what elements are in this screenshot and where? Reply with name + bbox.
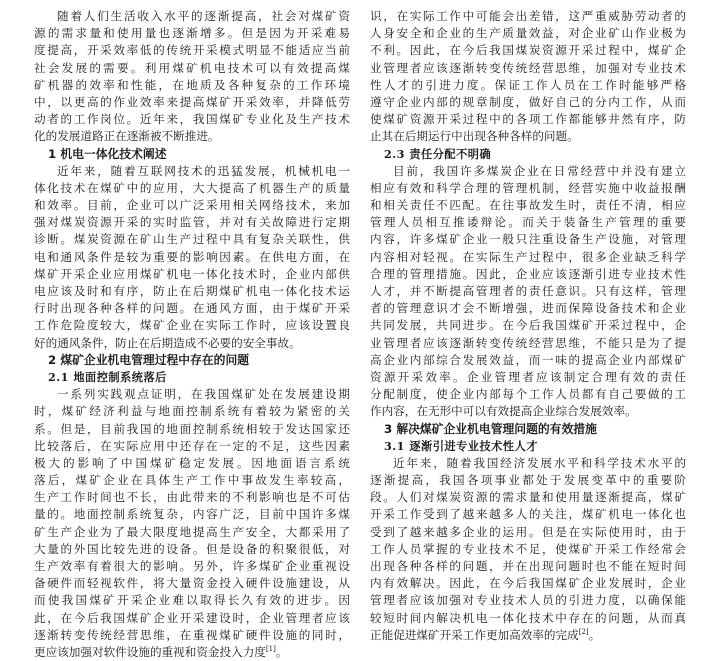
section-heading-2: 2 煤矿企业机电管理过程中存在的问题 bbox=[48, 352, 250, 367]
text-line bbox=[34, 214, 350, 231]
text-line-content: 和效率。目前，企业可以广泛采用相关网络技术，来加 bbox=[34, 198, 350, 213]
text-line bbox=[370, 42, 686, 59]
text-line bbox=[34, 111, 350, 128]
text-line bbox=[34, 644, 350, 661]
text-line bbox=[34, 283, 350, 300]
text-line-content: 者的管理意识才会不断增强，进而保障设备技术和企业 bbox=[370, 301, 686, 316]
text-line-content: 而使我国煤矿开采企业难以取得长久有效的进步。因 bbox=[34, 593, 350, 608]
text-line-content: 极大的影响了中国煤矿稳定发展。因地面语言系统 bbox=[34, 455, 350, 470]
text-line-content: 电和通风条件是较为重要的影响因素。在供电方面，在 bbox=[34, 249, 350, 264]
text-line-content: 好的通风条件，防止在后期造成不必要的安全事故。 bbox=[34, 335, 301, 350]
text-line-content: 目前，我国许多煤炭企业在日常经营中并没有建立 bbox=[393, 163, 686, 178]
text-line bbox=[34, 472, 350, 489]
text-line bbox=[370, 455, 686, 472]
text-line bbox=[34, 455, 350, 472]
text-line bbox=[34, 421, 350, 438]
text-line-content: 比较落后，在实际应用中还存在一定的不足，这些因素 bbox=[34, 438, 350, 453]
text-line-content: 系。但是，目前我国的地面控制系统相较于发达国家还 bbox=[34, 421, 350, 436]
text-line-content: 遵守企业内部的规章制度，做好自己的分内工作，从而 bbox=[370, 94, 686, 109]
text-line-content: 近年来，随着互联网技术的迅猛发展，机械机电一 bbox=[57, 163, 350, 178]
text-line-content: 煤矿开采企业应用煤矿机电一体化技术时，企业内部供 bbox=[34, 266, 350, 281]
text-line-content: 化的发展道路正在逐渐被不断推进。 bbox=[34, 129, 220, 144]
text-line bbox=[370, 197, 686, 214]
text-line bbox=[370, 300, 686, 317]
text-line-content: 度提高，开采效率低的传统开采模式明显不能适应当前 bbox=[34, 43, 350, 58]
text-line-content: 中，以更高的作业效率来提高煤矿开采效率，并降低劳 bbox=[34, 94, 350, 109]
text-line bbox=[34, 592, 350, 609]
text-line-content: 正能促进煤矿开采工作更加高效率的完成 bbox=[370, 627, 579, 642]
text-line bbox=[370, 25, 686, 42]
text-line bbox=[370, 627, 686, 644]
text-line-content: 生产工作时间也不长，由此带来的不利影响也是不可估 bbox=[34, 490, 350, 505]
text-line bbox=[34, 180, 350, 197]
subsection-3-1-paragraph bbox=[370, 455, 686, 644]
text-line bbox=[34, 317, 350, 334]
text-line-content: 不利。因此，在今后我国煤炭资源开采过程中，煤矿企 bbox=[370, 43, 686, 58]
text-line bbox=[34, 575, 350, 592]
text-line-content: 作内容，在无形中可以有效提高企业综合发展效率。 bbox=[370, 404, 637, 419]
text-line-content: 共同发展，共同进步。在今后我国煤矿开采过程中，企 bbox=[370, 318, 686, 333]
citation-marker: [2] bbox=[578, 627, 589, 636]
text-line bbox=[370, 180, 686, 197]
text-line-content: 内容，许多煤矿企业一般只注重设备生产设施，对管理 bbox=[370, 232, 686, 247]
text-line-content: 段。人们对煤炭资源的需求量和使用量逐渐提高，煤矿 bbox=[370, 490, 686, 505]
text-line-content: 落后，煤矿企业在具体生产工作中事故发生率较高， bbox=[34, 473, 350, 488]
text-line bbox=[370, 524, 686, 541]
text-line-content: 源的需求量和使用量也逐渐增多。但是因为开采难易 bbox=[34, 26, 350, 41]
text-line bbox=[370, 352, 686, 369]
text-line-content: 高企业内部综合发展效益，而一味的提高企业内部煤矿 bbox=[370, 352, 686, 367]
text-line-content: 矿生产企业为了最大限度地提高生产安全，大都采用了 bbox=[34, 524, 350, 539]
text-line-content: 动者的工作岗位。近年来，我国煤矿专业化及生产技术 bbox=[34, 112, 350, 127]
text-line-content: 管理人员相互推诿辩论。而关于装备生产管理的重要 bbox=[370, 215, 686, 230]
text-line-content: 备硬件而轻视软件，将大量资金投入硬件设施建设，从 bbox=[34, 576, 350, 591]
text-line-content: 电应该及时和有序，防止在后期煤矿机电一体化技术运 bbox=[34, 284, 350, 298]
text-line-content: 止其在后期运行中出现各种各样的问题。 bbox=[370, 129, 579, 144]
text-line bbox=[370, 472, 686, 489]
text-line bbox=[370, 592, 686, 609]
left-column bbox=[34, 8, 350, 661]
text-line-content: 性人才的引进力度。保证工作人员在工作时能够严格 bbox=[370, 77, 686, 92]
text-line-content: 时，煤矿经济利益与地面控制系统有着较为紧密的关 bbox=[34, 404, 350, 419]
text-line bbox=[370, 317, 686, 334]
text-line bbox=[34, 335, 350, 352]
text-line bbox=[34, 25, 350, 42]
text-line bbox=[34, 524, 350, 541]
text-line bbox=[34, 627, 350, 644]
section-heading-1: 1 机电一体化技术阐述 bbox=[48, 146, 167, 161]
text-line-content: 人身安全和企业的生产质量效益，对企业矿山作业极为 bbox=[370, 26, 686, 41]
text-line bbox=[370, 610, 686, 627]
text-line bbox=[34, 266, 350, 283]
text-line bbox=[34, 197, 350, 214]
right-column bbox=[370, 8, 686, 644]
text-line-content: 内容相对轻视。在实际生产过程中，很多企业缺乏科学 bbox=[370, 249, 686, 264]
text-line-content: 工作危险度较大，煤矿企业在实际工作时，应该设置良 bbox=[34, 318, 350, 333]
text-line-content: 使煤矿资源开采过程中的各项工作都能够井然有序，防 bbox=[370, 112, 686, 127]
text-line bbox=[370, 94, 686, 111]
text-line bbox=[370, 77, 686, 94]
text-line bbox=[370, 403, 686, 420]
text-line bbox=[34, 438, 350, 455]
text-line bbox=[370, 575, 686, 592]
text-line bbox=[34, 558, 350, 575]
text-line-content: 此，在今后我国煤矿企业开采建设时，企业管理者应该 bbox=[34, 610, 350, 625]
text-line bbox=[370, 489, 686, 506]
text-line-content: 随着人们生活收入水平的逐渐提高，社会对煤矿资 bbox=[57, 9, 350, 23]
text-line-content: 业管理者应该逐渐转变传统经营思维，不能只是为了提 bbox=[370, 335, 686, 350]
sentence-end: 。 bbox=[588, 627, 601, 642]
text-line bbox=[34, 42, 350, 59]
text-line bbox=[370, 214, 686, 231]
text-line bbox=[370, 266, 686, 283]
text-line-content: 矿机器的效率和性能，在地质及各种复杂的工作环境 bbox=[34, 77, 350, 92]
subsection-2-3-paragraph bbox=[370, 163, 686, 421]
text-line bbox=[370, 111, 686, 128]
text-line bbox=[370, 128, 686, 145]
text-line-content: 体化技术在煤矿中的应用，大大提高了机器生产的质量 bbox=[34, 180, 350, 195]
section-1-paragraph bbox=[34, 163, 350, 352]
text-line bbox=[34, 128, 350, 145]
text-line bbox=[34, 300, 350, 317]
text-line-content: 生产效率有着很大的影响。另外，许多煤矿企业重视设 bbox=[34, 559, 350, 573]
text-line-content: 工作人员掌握的专业技术不足，使煤矿开采工作经常会 bbox=[370, 541, 686, 556]
text-line-content: 行时出现各种各样的问题。在通风方面，由于煤矿开采 bbox=[34, 301, 350, 316]
text-line bbox=[370, 8, 686, 25]
intro-paragraph bbox=[34, 8, 350, 146]
text-line-content: 和相关责任不匹配。在往事故发生时，责任不清，相应 bbox=[370, 198, 686, 213]
text-line bbox=[34, 249, 350, 266]
text-line bbox=[370, 369, 686, 386]
text-line-content: 逐渐提高，我国各项事业都处于发展变革中的重要阶 bbox=[370, 473, 686, 488]
text-line-content: 更应该加强对软件设施的重视和资金投入力度 bbox=[34, 644, 266, 659]
text-line-content: 资源开采效率。企业管理者应该制定合理有效的责任 bbox=[370, 369, 686, 384]
text-line bbox=[370, 506, 686, 523]
text-line bbox=[370, 60, 686, 77]
text-line bbox=[370, 541, 686, 558]
text-line bbox=[370, 231, 686, 248]
citation-marker: [1] bbox=[265, 645, 276, 654]
text-line bbox=[34, 94, 350, 111]
text-line bbox=[370, 163, 686, 180]
subsection-heading-2-1: 2.1 地面控制系统落后 bbox=[48, 369, 167, 384]
text-line bbox=[34, 60, 350, 77]
text-line-content: 量的。地面控制系统复杂，内容广泛，目前中国许多煤 bbox=[34, 507, 350, 522]
text-line bbox=[370, 283, 686, 300]
sentence-end: 。 bbox=[275, 644, 288, 659]
section-heading-3: 3 解决煤矿企业机电管理问题的有效措施 bbox=[384, 421, 597, 436]
text-line bbox=[370, 386, 686, 403]
text-line-content: 识，在实际工作中可能会出差错，这严重威胁劳动者的 bbox=[370, 9, 686, 23]
text-line-content: 较短时间内解决机电一体化技术中存在的问题，从而真 bbox=[370, 610, 686, 625]
text-line bbox=[34, 386, 350, 403]
text-line bbox=[370, 558, 686, 575]
text-line-content: 受到了越来越多企业的运用。但是在实际使用时，由于 bbox=[370, 524, 686, 539]
text-line-content: 人才，并不断提高管理者的责任意识。只有这样，管理 bbox=[370, 284, 686, 298]
text-line-content: 合理的管理措施。因此，企业应该逐渐引进专业技术性 bbox=[370, 266, 686, 281]
text-line-content: 分配制度，使企业内部每个工作人员都有自己要做的工 bbox=[370, 387, 686, 402]
text-line bbox=[34, 506, 350, 523]
text-line-content: 强对煤炭资源开采的实时监管，并对有关故障进行定期 bbox=[34, 215, 350, 230]
text-line-content: 出现各种各样的问题，并在出现问题时也不能在短时间 bbox=[370, 559, 686, 573]
text-line-content: 社会发展的需要。利用煤矿机电技术可以有效提高煤 bbox=[34, 60, 350, 75]
text-line bbox=[34, 541, 350, 558]
text-line-content: 内有效解决。因此，在今后我国煤矿企业发展时，企业 bbox=[370, 576, 686, 591]
text-line bbox=[34, 77, 350, 94]
text-line-content: 开采工作受到了越来越多人的关注，煤矿机电一体化也 bbox=[370, 507, 686, 522]
text-line-content: 一系列实践观点证明，在我国煤矿处在发展建设期 bbox=[57, 387, 350, 402]
text-line-content: 业管理者应该逐渐转变传统经营思维，加强对专业技术 bbox=[370, 60, 686, 75]
text-line-content: 相应有效和科学合理的管理机制，经营实施中收益报酬 bbox=[370, 180, 686, 195]
text-line-content: 管理者应该加强对专业技术人员的引进力度，以确保能 bbox=[370, 593, 686, 608]
text-line bbox=[370, 249, 686, 266]
continued-paragraph bbox=[370, 8, 686, 146]
text-line-content: 逐渐转变传统经营思维，在重视煤矿硬件设施的同时， bbox=[34, 627, 350, 642]
text-line bbox=[370, 335, 686, 352]
subsection-heading-3-1: 3.1 逐渐引进专业技术性人才 bbox=[384, 438, 538, 453]
subsection-heading-2-3: 2.3 责任分配不明确 bbox=[384, 146, 492, 161]
text-line-content: 大量的外国比较先进的设备。但是设备的积聚很低，对 bbox=[34, 541, 350, 556]
text-line bbox=[34, 610, 350, 627]
text-line bbox=[34, 489, 350, 506]
text-line-content: 近年来，随着我国经济发展水平和科学技术水平的 bbox=[393, 455, 686, 470]
subsection-2-1-paragraph bbox=[34, 386, 350, 661]
text-line bbox=[34, 403, 350, 420]
text-line bbox=[34, 8, 350, 25]
text-line bbox=[34, 231, 350, 248]
text-line-content: 诊断。煤炭资源在矿山生产过程中具有复杂关联性，供 bbox=[34, 232, 350, 247]
text-line bbox=[34, 163, 350, 180]
